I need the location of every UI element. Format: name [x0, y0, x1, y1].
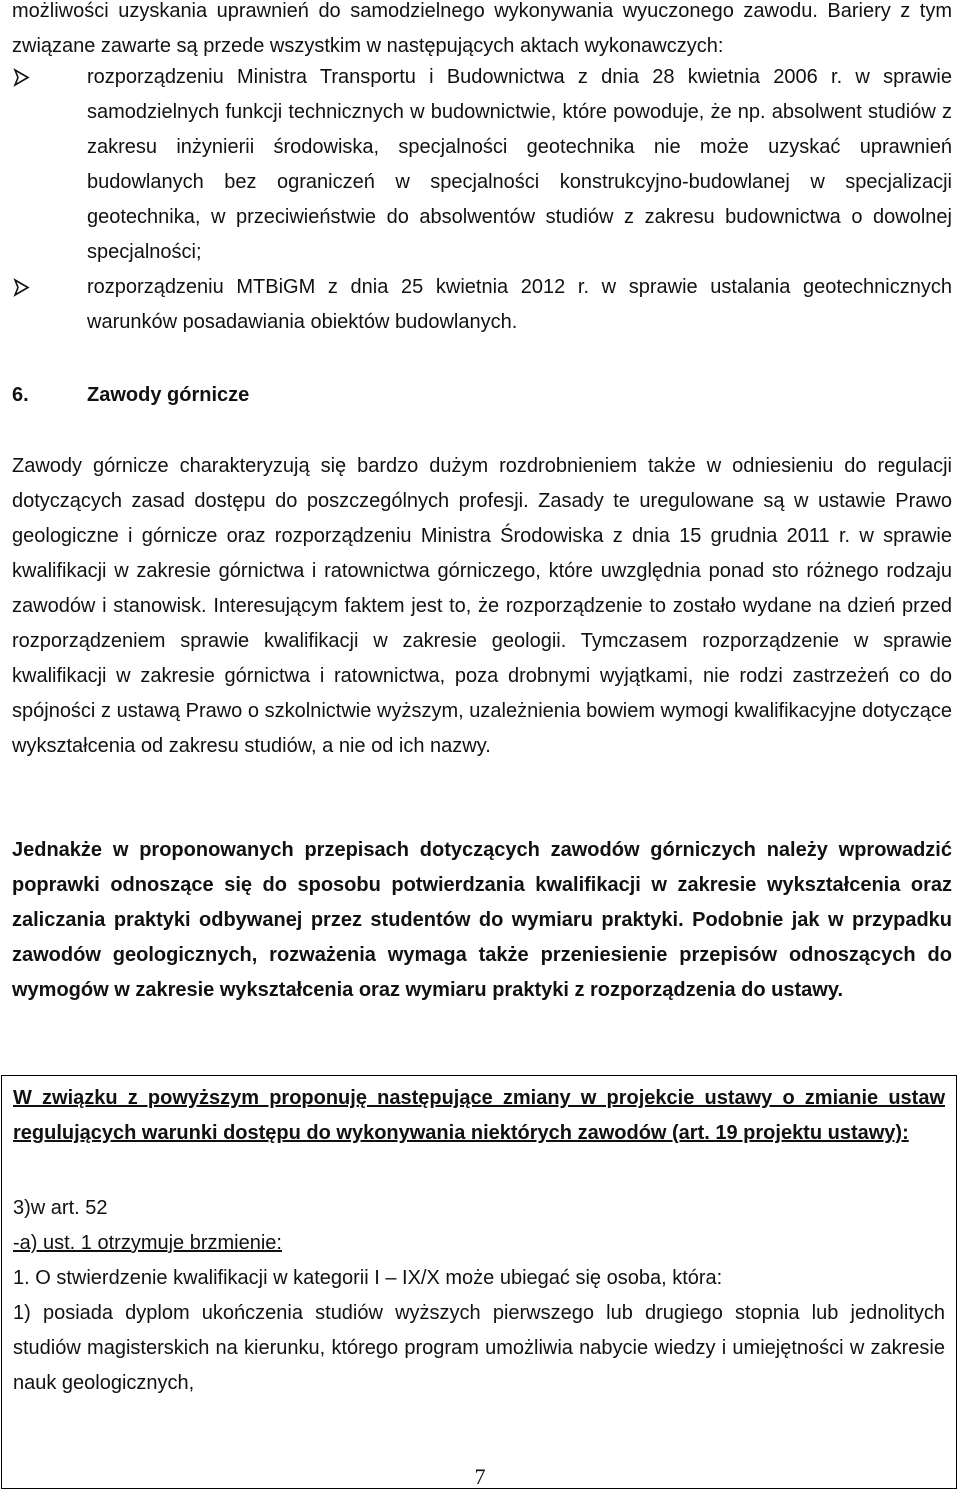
amendment-line: 1) posiada dyplom ukończenia studiów wyższych pierwszego lub drugiego stopnia lub jednolitych studiów magisterskich na kierunku, którego program umożliwia nabycie wiedzy i umiejętności w zakresie nauk geologicznych,	[13, 1302, 945, 1394]
arrow-bullet-icon	[12, 270, 32, 305]
arrow-bullet-icon	[12, 60, 32, 95]
regulation-list	[12, 60, 952, 340]
section-heading	[12, 378, 952, 413]
list-item-text: rozporządzeniu Ministra Transportu i Budownictwa z dnia 28 kwietnia 2006 r. w sprawie samodzielnych funkcji technicznych w budownictwie, które powoduje, że np. absolwent studiów z zakresu inżynierii środowiska, specjalności geotechnika nie może uzyskać uprawnień budowlanych bez ograniczeń w specjalności konstrukcyjno-budowlanej w specjalizacji geotechnika, w przeciwieństwie do absolwentów studiów z zakresu budownictwa o dowolnej specjalności;	[87, 66, 952, 263]
section-number: 6.	[12, 384, 29, 406]
amendment-line: -a) ust. 1 otrzymuje brzmienie:	[13, 1232, 282, 1254]
bold-paragraph: Jednakże w proponowanych przepisach dotyczących zawodów górniczych należy wprowadzić poprawki odnoszące się do sposobu potwierdzania kwalifikacji w zakresie wykształcenia oraz zaliczania praktyki odbywanej przez studentów do wymiaru praktyki. Podobnie jak w przypadku zawodów geologicznych, rozważenia wymaga także przeniesienie przepisów odnoszących do wymogów w zakresie wykształcenia oraz wymiaru praktyki z rozporządzenia do ustawy.	[12, 839, 952, 1001]
page-number: 7	[474, 1464, 486, 1489]
body-paragraph: Zawody górnicze charakteryzują się bardzo dużym rozdrobnieniem także w odniesieniu do regulacji dotyczących zasad dostępu do poszczególnych profesji. Zasady te uregulowane są w ustawie Prawo geologiczne i górnicze oraz rozporządzeniu Ministra Środowiska z dnia 15 grudnia 2011 r. w sprawie kwalifikacji w zakresie górnictwa i ratownictwa górniczego, które uwzględnia ponad sto różnego rodzaju zawodów i stanowisk. Interesującym faktem jest to, że rozporządzenie to zostało wydane na dzień przed rozporządzeniem sprawie kwalifikacji w zakresie geologii. Tymczasem rozporządzenie w sprawie kwalifikacji w zakresie górnictwa i ratownictwa, poza drobnymi wyjątkami, nie rodzi zastrzeżeń co do spójności z ustawą Prawo o szkolnictwie wyższym, uzależnienia bowiem wymogi kwalifikacyjne dotyczące wykształcenia od zakresu studiów, a nie od ich nazwy.	[12, 455, 952, 757]
list-item	[12, 60, 952, 270]
proposal-heading: W związku z powyższym proponuję następujące zmiany w projekcie ustawy o zmianie ustaw regulujących warunki dostępu do wykonywania niektórych zawodów (art. 19 projektu ustawy):	[13, 1087, 945, 1144]
intro-paragraph: możliwości uzyskania uprawnień do samodzielnego wykonywania wyuczonego zawodu. Bariery z tym związane zawarte są przede wszystkim w następujących aktach wykonawczych:	[12, 0, 952, 57]
section-title: Zawody górnicze	[87, 384, 250, 406]
spacer	[13, 1151, 945, 1191]
proposal-box	[1, 1075, 957, 1489]
list-item-text: rozporządzeniu MTBiGM z dnia 25 kwietnia 2012 r. w sprawie ustalania geotechnicznych warunków posadawiania obiektów budowlanych.	[87, 276, 952, 333]
list-item	[12, 270, 952, 340]
amendment-line: 3)w art. 52	[13, 1197, 108, 1219]
proposal-box-content	[13, 1081, 945, 1401]
amendment-line: 1. O stwierdzenie kwalifikacji w kategorii I – IX/X może ubiegać się osoba, która:	[13, 1267, 723, 1289]
